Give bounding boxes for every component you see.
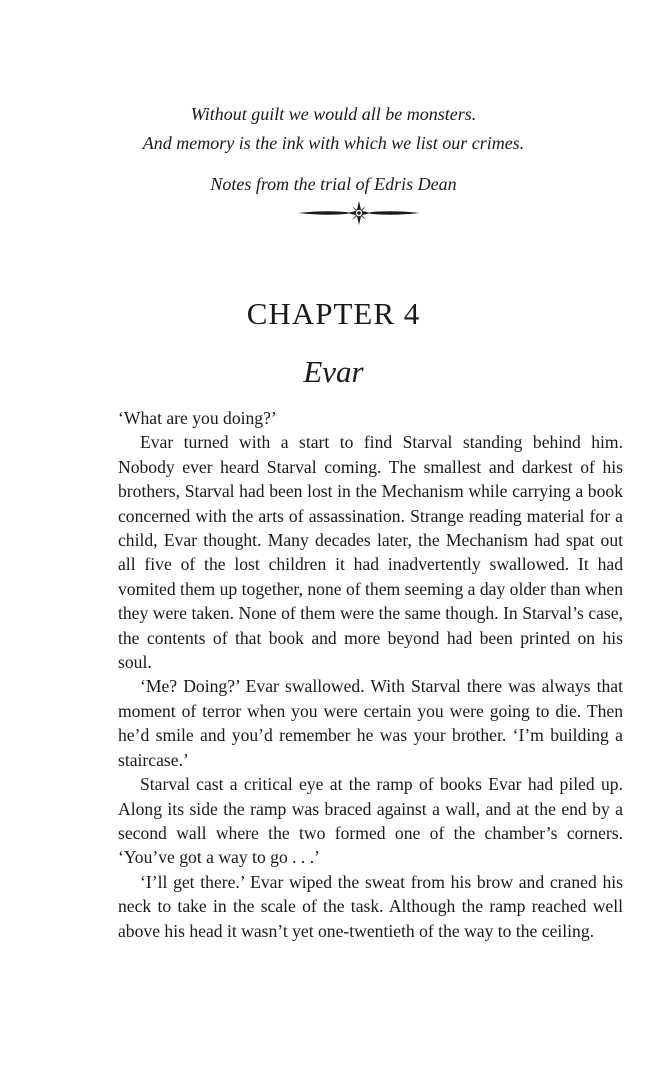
chapter-number: CHAPTER 4 <box>246 296 421 331</box>
paragraph: ‘What are you doing?’ <box>118 408 277 428</box>
star-flourish-icon <box>296 198 422 228</box>
paragraph: ‘Me? Doing?’ Evar swallowed. With Starval there was always that moment of terror when you were certain you were going to die. Then he’d smile and you’d remember he was your brother. ‘I’m building a staircase.’ <box>118 676 623 770</box>
epigraph-line-1: Without guilt we would all be monsters. <box>190 104 477 124</box>
epigraph-source: Notes from the trial of Edris Dean <box>210 174 457 194</box>
epigraph-line-2: And memory is the ink with which we list our crimes. <box>142 133 525 153</box>
chapter-body <box>118 406 623 943</box>
paragraph: Evar turned with a start to find Starval standing behind him. Nobody ever heard Starval coming. The smallest and darkest of his brothers, Starval had been lost in the Mechanism while carrying a book concerned with the arts of assassination. Strange reading material for a child, Evar thought. Many decades later, the Mechanism had spat out all five of the lost children it had inadvertently swallowed. It had vomited them up together, none of them seeming a day older than when they were taken. None of them were the same though. In Starval’s case, the contents of that book and more beyond had been printed on his soul. <box>118 432 623 673</box>
epigraph <box>0 100 667 199</box>
paragraph: ‘I’ll get there.’ Evar wiped the sweat from his brow and craned his neck to take in the scale of the task. Although the ramp reached well above his head it wasn’t yet one-twentieth of the way to the ceiling. <box>118 871 623 941</box>
chapter-title: Evar <box>303 354 364 389</box>
paragraph: Starval cast a critical eye at the ramp of books Evar had piled up. Along its side the ramp was braced against a wall, and at the end by a second wall where the two formed one of the chamber’s corners. ‘You’ve got a way to go . . .’ <box>118 774 623 868</box>
